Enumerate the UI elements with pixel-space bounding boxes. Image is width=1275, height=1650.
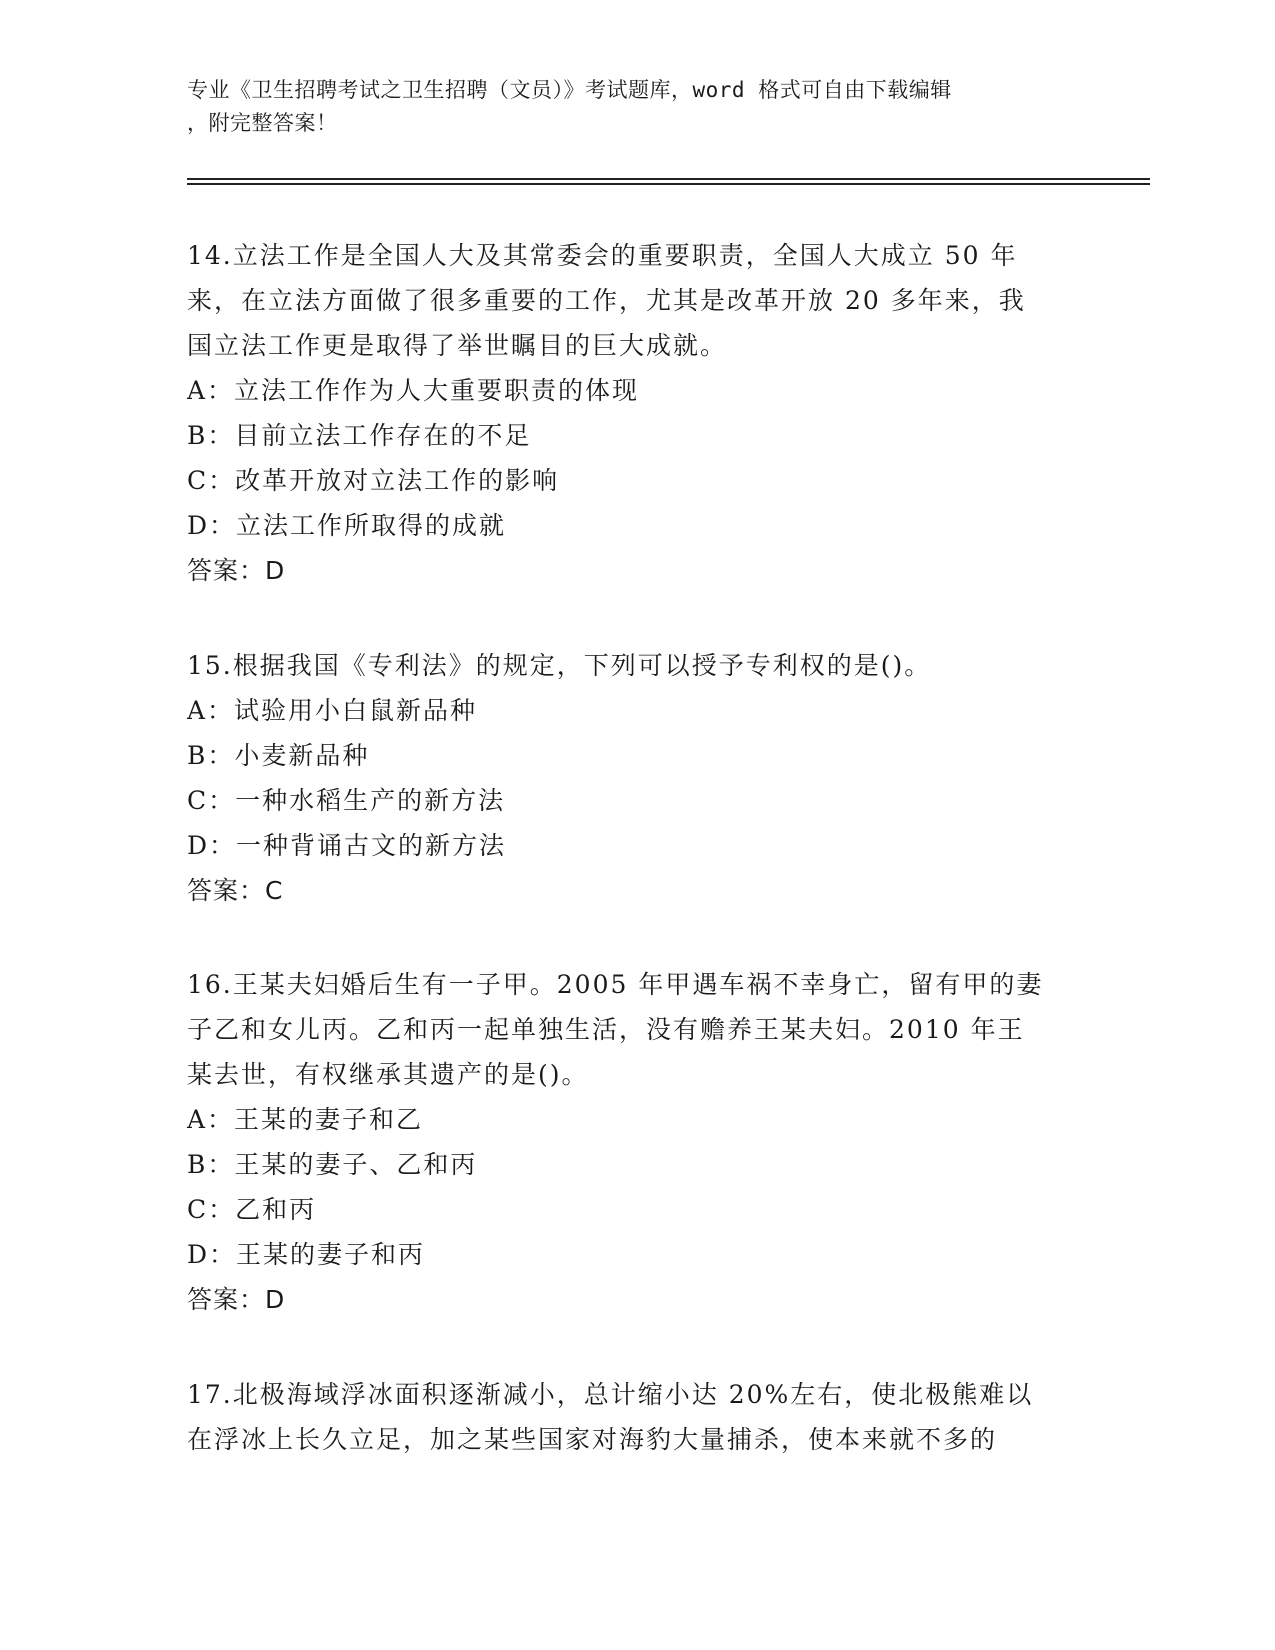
question-15 <box>187 643 1087 913</box>
question-16 <box>187 962 1087 1322</box>
question-text-line: 17.北极海域浮冰面积逐渐减小，总计缩小达 20%左右，使北极熊难以 <box>187 1380 1034 1409</box>
header-line-1: 专业《卫生招聘考试之卫生招聘（文员）》考试题库，word 格式可自由下载编辑 <box>187 78 952 102</box>
header-divider-top <box>187 178 1150 180</box>
option-b: B：小麦新品种 <box>187 741 370 770</box>
question-text-line: 子乙和女儿丙。乙和丙一起单独生活，没有赡养王某夫妇。2010 年王 <box>187 1015 1025 1044</box>
answer: 答案：D <box>187 1285 286 1314</box>
question-17 <box>187 1372 1087 1462</box>
answer: 答案：C <box>187 876 284 905</box>
option-d: D：王某的妻子和丙 <box>187 1240 426 1269</box>
option-b: B：目前立法工作存在的不足 <box>187 421 532 450</box>
option-c: C：乙和丙 <box>187 1195 317 1224</box>
header-divider-bottom <box>187 183 1150 185</box>
option-c: C：一种水稻生产的新方法 <box>187 786 506 815</box>
option-a: A：王某的妻子和乙 <box>187 1105 424 1134</box>
option-d: D：一种背诵古文的新方法 <box>187 831 507 860</box>
option-b: B：王某的妻子、乙和丙 <box>187 1150 478 1179</box>
question-text-line: 国立法工作更是取得了举世瞩目的巨大成就。 <box>187 331 728 360</box>
question-text-line: 14.立法工作是全国人大及其常委会的重要职责，全国人大成立 50 年 <box>187 241 1018 270</box>
option-a: A：立法工作作为人大重要职责的体现 <box>187 376 640 405</box>
question-text-line: 16.王某夫妇婚后生有一子甲。2005 年甲遇车祸不幸身亡，留有甲的妻 <box>187 970 1044 999</box>
option-d: D：立法工作所取得的成就 <box>187 511 507 540</box>
question-text-line: 某去世，有权继承其遗产的是()。 <box>187 1060 589 1089</box>
question-text-line: 15.根据我国《专利法》的规定，下列可以授予专利权的是()。 <box>187 651 932 680</box>
header-line-2: ，附完整答案！ <box>187 111 338 135</box>
option-c: C：改革开放对立法工作的影响 <box>187 466 560 495</box>
question-text-line: 来，在立法方面做了很多重要的工作，尤其是改革开放 20 多年来，我 <box>187 286 1026 315</box>
answer: 答案：D <box>187 556 286 585</box>
question-text-line: 在浮冰上长久立足，加之某些国家对海豹大量捕杀，使本来就不多的 <box>187 1425 998 1454</box>
page-header <box>187 74 1087 140</box>
option-a: A：试验用小白鼠新品种 <box>187 696 478 725</box>
question-14 <box>187 233 1087 593</box>
